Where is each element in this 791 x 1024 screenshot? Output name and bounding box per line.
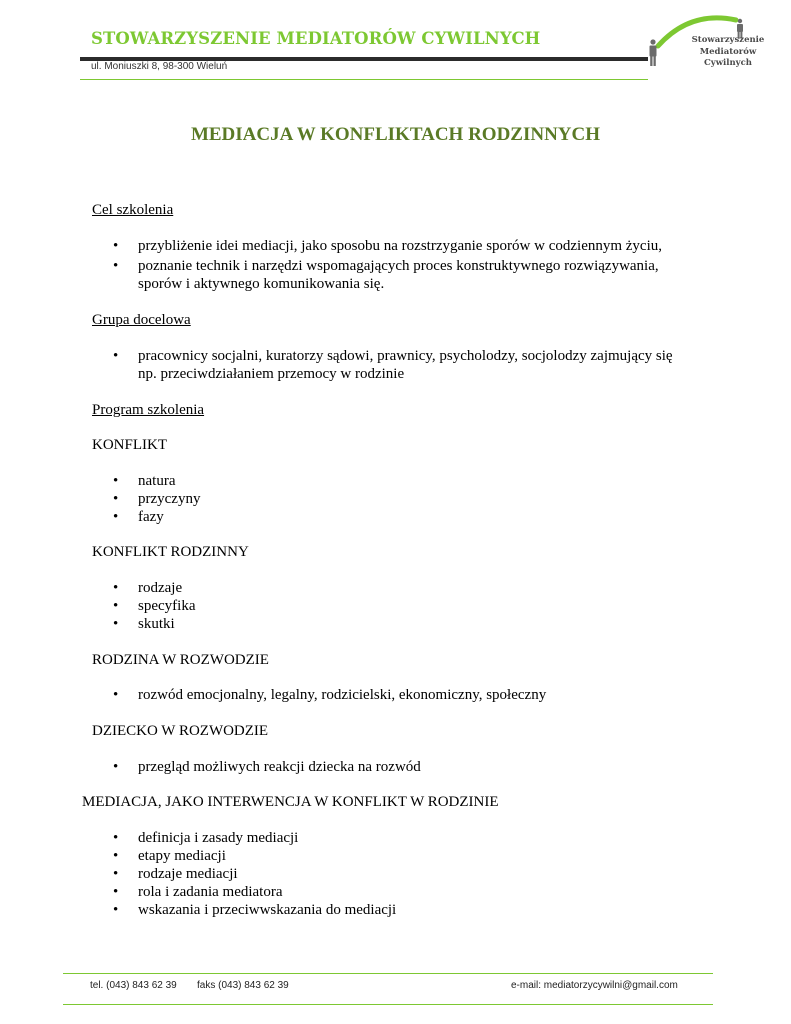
organization-address: ul. Moniuszki 8, 98-300 Wieluń [91, 61, 228, 72]
header-accent-divider [80, 79, 648, 80]
footer-bottom-divider [63, 1004, 713, 1005]
bullet-dot: • [113, 580, 119, 596]
logo-text [690, 35, 766, 70]
footer-top-divider [63, 973, 713, 974]
section-heading-grupa: Grupa docelowa [92, 312, 191, 328]
list-item: poznanie technik i narzędzi wspomagających proces konstruktywnego rozwiązywania, [138, 258, 659, 274]
subsection-heading-mediacja: MEDIACJA, JAKO INTERWENCJA W KONFLIKT W RODZINIE [82, 794, 499, 810]
logo-text-line: Cywilnych [704, 58, 752, 68]
list-item: specyfika [138, 598, 196, 614]
list-item: rodzaje mediacji [138, 866, 238, 882]
bullet-dot: • [113, 759, 119, 775]
section-heading-cel: Cel szkolenia [92, 202, 174, 218]
section-heading-program: Program szkolenia [92, 402, 205, 418]
subsection-heading-rodzina: RODZINA W ROZWODZIE [92, 652, 269, 668]
subsection-heading-konflikt-rodzinny: KONFLIKT RODZINNY [92, 544, 249, 560]
list-item-continuation: sporów i aktywnego komunikowania się. [138, 276, 385, 292]
list-item: skutki [138, 616, 175, 632]
list-item: wskazania i przeciwwskazania do mediacji [138, 902, 397, 918]
bullet-dot: • [113, 238, 119, 254]
list-item: fazy [138, 509, 164, 525]
list-item: przybliżenie idei mediacji, jako sposobu na rozstrzyganie sporów w codziennym życiu, [138, 238, 663, 254]
logo-text-line: Stowarzyszenie [691, 35, 765, 45]
person-icon-left [650, 39, 657, 66]
list-item: rodzaje [138, 580, 183, 596]
bullet-dot: • [113, 616, 119, 632]
bullet-dot: • [113, 473, 119, 489]
list-item-continuation: np. przeciwdziałaniem przemocy w rodzinie [138, 366, 405, 382]
bullet-dot: • [113, 598, 119, 614]
bullet-dot: • [113, 348, 119, 364]
bullet-dot: • [113, 866, 119, 882]
bullet-dot: • [113, 830, 119, 846]
bullet-dot: • [113, 848, 119, 864]
list-item: etapy mediacji [138, 848, 226, 864]
document-title: MEDIACJA W KONFLIKTACH RODZINNYCH [190, 124, 601, 145]
list-item: pracownicy socjalni, kuratorzy sądowi, prawnicy, psycholodzy, socjolodzy zajmujący się [138, 348, 673, 364]
list-item: natura [138, 473, 176, 489]
subsection-heading-konflikt: KONFLIKT [92, 437, 167, 453]
bullet-dot: • [113, 884, 119, 900]
bullet-dot: • [113, 687, 119, 703]
list-item: przegląd możliwych reakcji dziecka na rozwód [138, 759, 421, 775]
logo-text-line: Mediatorów [699, 46, 757, 57]
subsection-heading-dziecko: DZIECKO W ROZWODZIE [92, 723, 269, 739]
footer-fax: faks (043) 843 62 39 [197, 980, 289, 991]
bullet-dot: • [113, 509, 119, 525]
list-item: przyczyny [138, 491, 201, 507]
list-item: rola i zadania mediatora [138, 884, 283, 900]
footer-email: e-mail: mediatorzycywilni@gmail.com [511, 980, 678, 991]
organization-name: STOWARZYSZENIE MEDIATORÓW CYWILNYCH [91, 29, 541, 48]
bullet-dot: • [113, 258, 119, 274]
bullet-dot: • [113, 902, 119, 918]
footer-phone: tel. (043) 843 62 39 [90, 980, 177, 991]
bullet-dot: • [113, 491, 119, 507]
list-item: rozwód emocjonalny, legalny, rodzicielski, ekonomiczny, społeczny [138, 687, 547, 703]
list-item: definicja i zasady mediacji [138, 830, 299, 846]
